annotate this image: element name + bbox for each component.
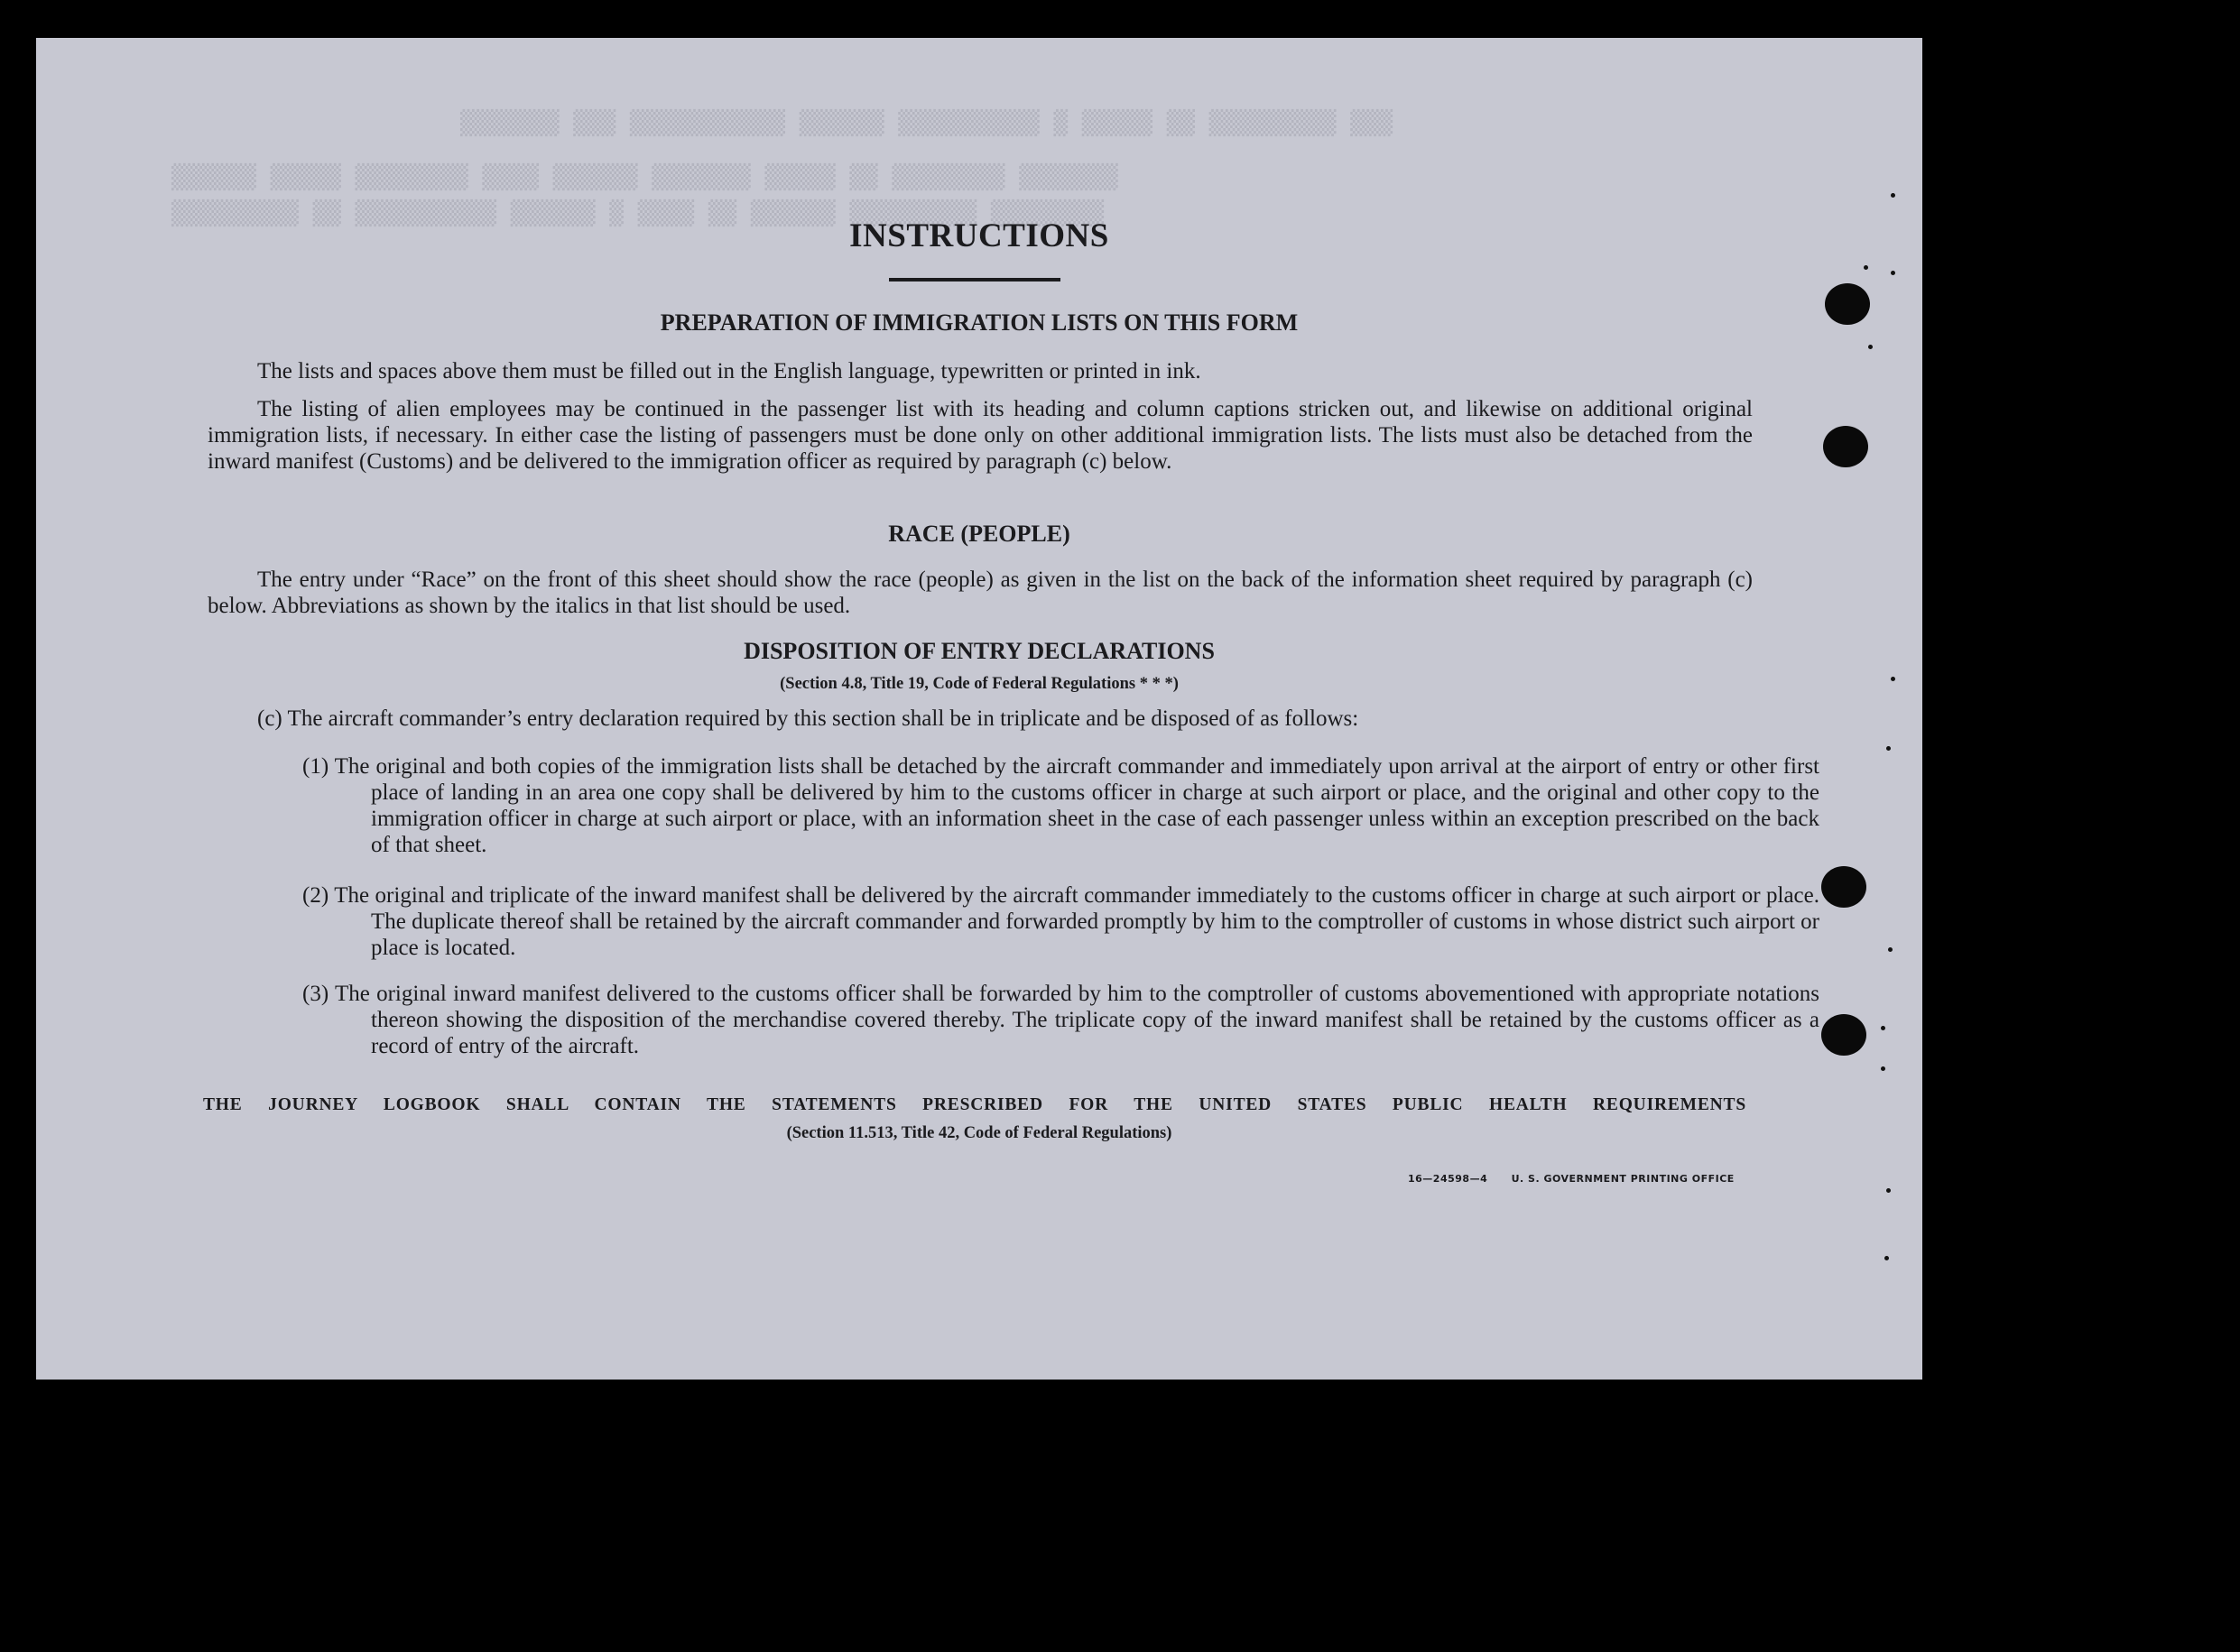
edge-speck [1881, 1066, 1885, 1071]
paragraph-race: The entry under “Race” on the front of this sheet should show the race (people) as given in the list on the back of the information sheet required by paragraph (c) below. Abbreviations as shown by the italics in that list should be used. [208, 568, 1753, 618]
list-item-2: (2) The original and triplicate of the inward manifest shall be delivered by the aircraft commander immediately to the customs officer in charge at such airport or place. The duplicate thereof shall be retained by the aircraft commander and forwarded promptly by him to the comptroller of customs in whose district such airport or place is located. [302, 883, 1819, 960]
edge-speck [1888, 947, 1893, 952]
show-through-text: ▒▒▒▒▒▒▒▒ ▒▒▒▒▒▒▒▒▒ ▒▒▒▒▒▒ ▒▒ ▒▒▒▒ ▒ ▒▒▒▒▒▒ ▒▒▒▒▒▒▒▒▒▒ ▒▒ ▒▒▒▒▒▒▒▒▒ [171, 200, 1105, 227]
section-heading-disposition: DISPOSITION OF ENTRY DECLARATIONS [744, 638, 1215, 664]
edge-speck [1881, 1026, 1885, 1030]
document-title: INSTRUCTIONS [849, 217, 1109, 254]
section-heading-preparation: PREPARATION OF IMMIGRATION LISTS ON THIS FORM [660, 309, 1299, 336]
list-item-3: (3) The original inward manifest delivered to the customs officer shall be forwarded by him to the comptroller of customs abovementioned with appropriate notations thereon showing the disposition of the merchandise covered thereby. The triplicate copy of the inward manifest shall be retained by the customs officer as a record of entry of the aircraft. [302, 982, 1819, 1058]
edge-speck [1891, 193, 1895, 198]
title-underline [889, 278, 1060, 281]
edge-speck [1886, 746, 1891, 751]
paragraph-c-intro: (c) The aircraft commander’s entry declaration required by this section shall be in triplicate and be disposed of as follows: [257, 706, 1359, 731]
punch-hole [1823, 426, 1868, 467]
edge-speck [1884, 1256, 1889, 1260]
edge-speck [1864, 265, 1868, 270]
section-heading-race: RACE (PEOPLE) [888, 521, 1070, 547]
show-through-text: ▒▒▒▒▒▒▒ ▒▒▒▒▒▒▒▒ ▒▒ ▒▒▒▒▒ ▒▒▒▒▒▒▒ ▒▒▒▒▒▒ ▒▒▒▒ ▒▒▒▒▒▒▒▒ ▒▒▒▒▒ ▒▒▒▒▒▒ [171, 164, 1118, 191]
edge-speck [1891, 271, 1895, 275]
footer-reference: (Section 11.513, Title 42, Code of Federal Regulations) [786, 1124, 1172, 1142]
printer-imprint [1408, 1173, 1735, 1185]
punch-hole [1821, 866, 1866, 908]
edge-speck [1886, 1188, 1891, 1193]
edge-speck [1868, 345, 1873, 349]
form-number: 16—24598—4 [1408, 1173, 1488, 1185]
printing-office: U. S. GOVERNMENT PRINTING OFFICE [1511, 1173, 1735, 1185]
footer-statement: THE JOURNEY LOGBOOK SHALL CONTAIN THE STATEMENTS PRESCRIBED FOR THE UNITED STATES PUBLIC HEALTH REQUIREMENTS [203, 1095, 1746, 1114]
show-through-text: ▒▒▒ ▒▒▒▒▒▒▒▒▒ ▒▒ ▒▒▒▒▒ ▒ ▒▒▒▒▒▒▒▒▒▒ ▒▒▒▒▒▒ ▒▒▒▒▒▒▒▒▒▒▒ ▒▒▒ ▒▒▒▒▒▒▒ [460, 110, 1393, 137]
paragraph-language: The lists and spaces above them must be filled out in the English language, typewritten or printed in ink. [257, 359, 1201, 383]
list-item-1: (1) The original and both copies of the immigration lists shall be detached by the aircraft commander and immediately upon arrival at the airport of entry or other first place of landing in an area one copy shall be delivered by him to the customs officer in charge at such airport or place, and the original and other copy to the immigration officer in charge at such airport or place, with an information sheet in the case of each passenger unless within an exception prescribed on the back of that sheet. [302, 754, 1819, 857]
punch-hole [1821, 1014, 1866, 1056]
paragraph-alien-employees: The listing of alien employees may be continued in the passenger list with its heading and column captions stricken out, and likewise on additional original immigration lists, if necessary. In either case the listing of passengers must be done only on other additional immigration lists. The lists must also be detached from the inward manifest (Customs) and be delivered to the immigration officer as required by paragraph (c) below. [208, 397, 1753, 474]
section-reference-title-19: (Section 4.8, Title 19, Code of Federal Regulations * * *) [780, 675, 1179, 693]
